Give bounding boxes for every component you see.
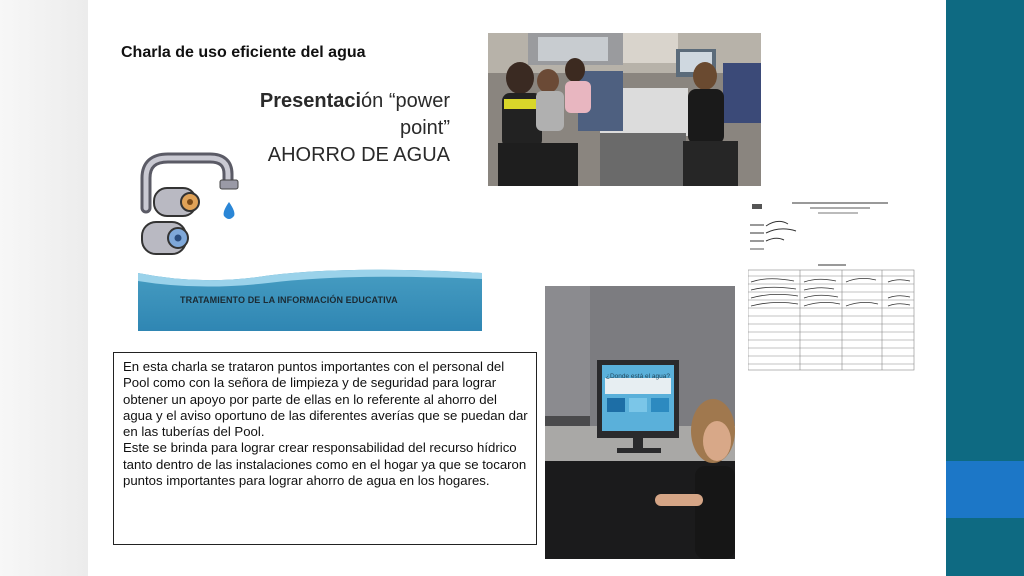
slide-title: Charla de uso eficiente del agua: [121, 44, 366, 61]
ahorro-de-agua: AHORRO DE AGUA: [267, 144, 450, 166]
monitor-photo: [545, 286, 735, 559]
attendance-sheet-image: [748, 196, 916, 374]
left-margin: [0, 0, 88, 576]
description-textbox: [113, 352, 537, 545]
power-word: “power: [383, 90, 450, 112]
meeting-photo: [488, 33, 761, 186]
monitor-screen-text: ¿Donde está el agua?: [606, 373, 670, 380]
banner-title: TRATAMIENTO DE LA INFORMACIÓN EDUCATIVA: [180, 295, 398, 305]
description-paragraph-1: En esta charla se trataron puntos importantes con el personal del Pool como con la señora de limpieza y de seguridad para lograr obtener un apoyo por parte de ellas en lo referente al ahorro del agua y el aviso oportuno de las diferentes averías que se puedan dar en las tuberías del Pool.: [123, 359, 528, 440]
presentation-word: Presentaci: [259, 90, 362, 112]
presentation-heading: [226, 88, 450, 169]
right-decor-accent: [946, 461, 1024, 518]
description-paragraph-2: Este se brinda para lograr crear responsabilidad del recurso hídrico tanto dentro de las instalaciones como en el hogar ya que se tocaron puntos importantes para lograr ahorro de agua en los hogares.: [123, 440, 527, 489]
point-word: point”: [399, 117, 450, 139]
faucet-icon: [138, 150, 243, 260]
presentation-word-end: ón: [361, 90, 384, 112]
education-banner: [138, 261, 482, 331]
